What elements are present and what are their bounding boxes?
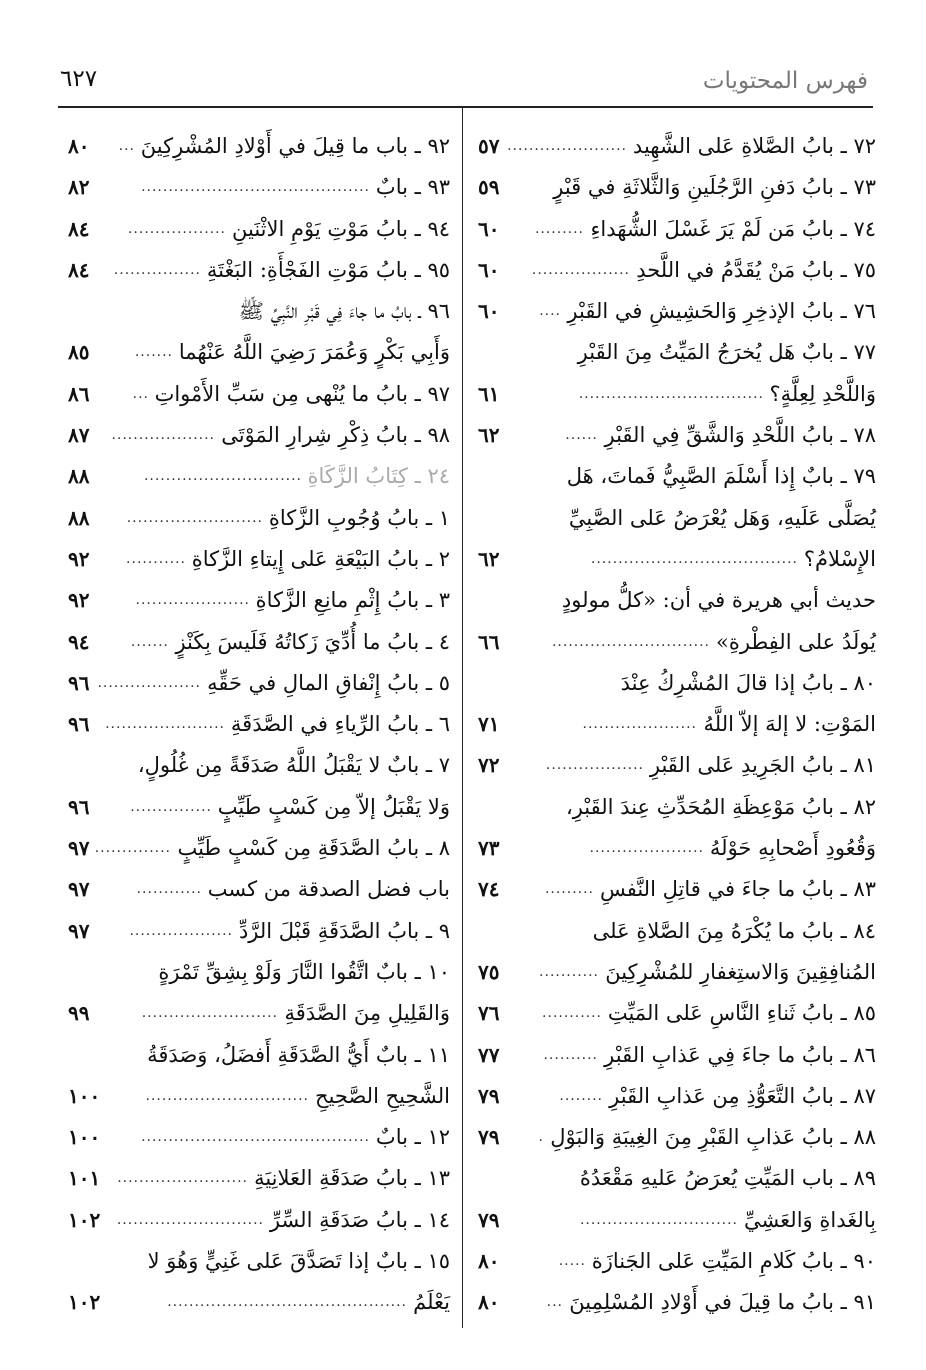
index-entry: [68, 332, 450, 373]
entry-title: ٩٤ ـ بابُ مَوْتِ يَوْمِ الاثْنَينِ: [232, 216, 450, 241]
entry-title: ٢ ـ بابُ البَيْعَةِ عَلى إِيتاءِ الزَّكاةِ: [191, 546, 450, 571]
entry-page-number: ١٠١: [68, 1166, 101, 1191]
entry-title: ٨٠ ـ بابُ إذا قالَ المُشْرِكُ عِنْدَ: [620, 670, 876, 695]
index-entry: [478, 1241, 876, 1282]
entry-leader: ............................................: [167, 1294, 407, 1311]
entry-page-number: ٥٧: [478, 134, 500, 158]
page-header: [50, 62, 876, 102]
entry-leader: .........: [534, 220, 584, 237]
index-entry: [68, 869, 450, 910]
entry-leader: ...........................: [116, 1211, 264, 1228]
entry-title: ٩ ـ بابُ الصَّدَقَةِ قَبْلَ الرَّدِّ: [238, 918, 450, 943]
entry-page-number: ٦٢: [478, 546, 500, 571]
index-entry: [68, 250, 450, 291]
index-entry: [478, 911, 876, 952]
index-entry: [68, 415, 450, 456]
entry-title: يَعْلَمُ: [413, 1290, 450, 1315]
entry-page-number: ٧٤: [478, 877, 500, 902]
index-entry: [478, 456, 876, 497]
entry-leader: .....................: [589, 840, 704, 857]
entry-page-number: ٨٠: [68, 134, 90, 158]
entry-leader: ...: [132, 385, 149, 402]
entry-page-number: ٩٧: [68, 877, 90, 902]
entry-title: ٧٣ ـ بابُ دَفنِ الرَّجُلَينِ وَالثَّلاثَةِ في قَبْرٍ: [553, 175, 876, 200]
entry-page-number: ٩٧: [68, 918, 90, 943]
entry-leader: ........................: [117, 1170, 248, 1187]
entry-leader: .......: [134, 344, 173, 361]
column-divider: [462, 106, 463, 1328]
entry-page-number: ٨٦: [68, 381, 90, 406]
index-entry: [68, 993, 450, 1034]
entry-leader: .......: [130, 633, 169, 650]
entry-title: ٨٩ ـ باب المَيِّتِ يُعرَضُ عَليهِ مَقْعَدُهُ: [579, 1166, 876, 1191]
running-title: فهرس المحتويات: [702, 68, 868, 94]
entry-page-number: ٥٩: [478, 175, 500, 200]
index-entry: [478, 539, 876, 580]
entry-title: وَالقَلِيلِ مِنَ الصَّدَقَةِ: [284, 1001, 450, 1026]
entry-page-number: ٧٦: [478, 1001, 500, 1026]
entry-page-number: ٧٩: [478, 1083, 500, 1108]
index-entry: [68, 209, 450, 250]
entry-title: الإِسْلامُ؟: [803, 546, 876, 571]
entry-title: ٩٥ ـ بابُ مَوْتِ الفَجْأَةِ: البَغْتَةِ: [206, 257, 450, 282]
entry-page-number: ٧١: [478, 712, 500, 737]
entry-page-number: ٩٤: [68, 629, 90, 654]
entry-title: ١٢ ـ بابٌ: [375, 1125, 450, 1150]
entry-leader: ......................................: [590, 550, 798, 567]
index-entry: [478, 1200, 876, 1241]
entry-leader: .............................: [143, 468, 302, 485]
entry-title: ٨٢ ـ بابُ مَوْعِظَةِ المُحَدِّثِ عِندَ القَبْرِ،: [565, 794, 876, 819]
entry-page-number: ٧٥: [478, 959, 500, 984]
entry-leader: .............................: [551, 633, 710, 650]
entry-title: ٤ ـ بابُ ما أُدِّيَ زَكاتُهُ فَلَيسَ بِكَنْزٍ: [175, 629, 450, 654]
entry-title: ٩٣ ـ بابٌ: [375, 175, 450, 200]
entry-leader: ..................................: [578, 385, 764, 402]
entry-title: حديث أبي هريرة في أن: «كلُّ مولودٍ: [561, 588, 876, 613]
entry-page-number: ٧٩: [478, 1125, 500, 1150]
entry-page-number: ١٠٢: [68, 1207, 101, 1232]
entry-page-number: ٦١: [478, 381, 500, 406]
index-entry: [68, 374, 450, 415]
entry-page-number: ٩٦: [68, 712, 90, 737]
right-column: [478, 126, 876, 1324]
index-entry: [68, 704, 450, 745]
entry-title: وَقُعُودِ أَصْحابِهِ حَوْلَهُ: [709, 836, 876, 861]
entry-title: ٨٤ ـ بابُ ما يُكْرَهُ مِنَ الصَّلاةِ عَلى: [592, 918, 876, 943]
index-entry: [478, 1282, 876, 1323]
index-entry: [68, 952, 450, 993]
entry-title: ٨٣ ـ بابُ ما جاءَ في قاتِلِ النَّفسِ: [599, 877, 876, 902]
index-entry: [68, 828, 450, 869]
index-entry: [478, 250, 876, 291]
index-entry: [478, 1158, 876, 1199]
index-entry: [478, 415, 876, 456]
entry-title: ٩٦ ـ بابُ ما جاءَ فِي قَبْرِ النَّبِيِّ ﷺ: [238, 299, 450, 324]
entry-title: ٨٥ ـ بابُ ثَناءِ النَّاسِ عَلى المَيِّتِ: [607, 1001, 876, 1026]
entry-page-number: ٦٦: [478, 629, 500, 654]
entry-page-number: ٨٥: [68, 340, 90, 365]
entry-leader: .....................: [582, 716, 697, 733]
entry-title: ٧٢ ـ بابُ الصَّلاةِ عَلى الشَّهِيد: [632, 134, 876, 158]
entry-title: ٨١ ـ بابُ الجَرِيدِ عَلى القَبْرِ: [649, 753, 876, 778]
index-entry: [68, 1158, 450, 1199]
index-entry: [478, 291, 876, 332]
entry-title: ٣ ـ بابُ إِثْمِ مانِعِ الزَّكاةِ: [255, 588, 450, 613]
entry-title: يُصَلَّى عَلَيهِ، وَهَل يُعْرَضُ عَلى الصَّبِيِّ: [568, 505, 876, 530]
entry-title: وَلا يَقْبَلُ إلاّ مِن كَسْبٍ طَيِّبٍ: [217, 794, 450, 819]
entry-page-number: ٧٣: [478, 836, 500, 861]
header-rule: [58, 106, 873, 108]
index-entry: [68, 622, 450, 663]
entry-page-number: ٧٢: [478, 753, 500, 778]
entry-title: ٨٧ ـ بابُ التَّعَوُّذِ مِن عَذابِ القَبْرِ: [609, 1083, 876, 1108]
entry-page-number: ٨٠: [478, 1249, 500, 1274]
entry-leader: ...................: [97, 674, 201, 691]
entry-page-number: ٨٢: [68, 175, 90, 200]
entry-leader: .....................: [135, 592, 250, 609]
entry-leader: .............................: [579, 1211, 738, 1228]
index-entry: [68, 539, 450, 580]
entry-leader: ................: [113, 261, 201, 278]
entry-title: ١٤ ـ بابُ صَدَقَةِ السِّرِّ: [269, 1207, 450, 1232]
entry-page-number: ٦٠: [478, 216, 500, 241]
entry-leader: ...: [118, 138, 135, 154]
entry-page-number: ٨٤: [68, 216, 90, 241]
entry-page-number: ١٠٢: [68, 1290, 101, 1315]
entry-page-number: ١٠٠: [68, 1125, 101, 1150]
entry-page-number: ٩٦: [68, 794, 90, 819]
entry-title: ٢٤ ـ كِتَابُ الزَّكَاةِ: [307, 464, 450, 489]
entry-title: ٨٦ ـ بابُ ما جاءَ فِي عَذابِ القَبْرِ: [604, 1042, 876, 1067]
entry-title: ٩٧ ـ بابُ ما يُنْهى مِن سَبِّ الأَمْواتِ: [154, 381, 450, 406]
entry-title: ٧ ـ بابٌ لا يَقْبَلُ اللَّهُ صَدَقَةً مِن غُلُولٍ،: [137, 753, 450, 778]
entry-leader: ..........................................: [141, 1129, 370, 1146]
left-column: [68, 126, 450, 1324]
entry-title: باب فضل الصدقة من كسب: [207, 877, 450, 902]
entry-leader: ......: [565, 427, 598, 444]
entry-page-number: ٨٠: [478, 1290, 500, 1315]
entry-title: ١١ ـ بابٌ أَيُّ الصَّدَقَةِ أَفضَلُ، وَصَدَقَةُ: [147, 1042, 450, 1067]
index-entry: [478, 374, 876, 415]
entry-leader: .....: [558, 1253, 586, 1270]
index-entry: [478, 869, 876, 910]
index-entry: [478, 498, 876, 539]
page-number: ٦٢٧: [60, 66, 98, 92]
index-entry: [478, 745, 876, 786]
entry-page-number: ٨٤: [68, 257, 90, 282]
entry-leader: ......................: [507, 138, 627, 154]
entry-leader: ............: [136, 881, 202, 898]
index-entry: [68, 291, 450, 332]
index-entry: [68, 1035, 450, 1076]
entry-title: ٧٤ ـ بابُ مَن لَمْ يَرَ غَسْلَ الشُّهَداءِ: [590, 216, 876, 241]
entry-page-number: ٩٢: [68, 546, 90, 571]
entry-title: بِالغَداةِ وَالعَشِيِّ: [743, 1207, 876, 1232]
entry-leader: ..................: [127, 220, 226, 237]
entry-title: الشَّحِيحِ الصَّحِيحِ: [315, 1083, 450, 1108]
entry-title: ١٣ ـ بابُ صَدَقَةِ العَلانِيَةِ: [254, 1166, 450, 1191]
entry-leader: ......................: [105, 716, 225, 733]
index-entry: [478, 126, 876, 167]
entry-page-number: ٦٠: [478, 257, 500, 282]
entry-title: ١ ـ بابُ وُجُوبِ الزَّكاةِ: [268, 505, 450, 530]
entry-page-number: ١٠٠: [68, 1083, 101, 1108]
entry-leader: ....: [539, 303, 561, 320]
index-entry: [478, 704, 876, 745]
entry-leader: ...................: [111, 427, 215, 444]
index-entry: [478, 1035, 876, 1076]
index-entry: [478, 993, 876, 1034]
entry-leader: ...: [546, 1294, 563, 1311]
index-entry: [478, 663, 876, 704]
entry-leader: ...........: [539, 963, 599, 980]
index-entry: [478, 622, 876, 663]
entry-title: ٦ ـ بابُ الرِّياءِ في الصَّدَقَةِ: [230, 712, 450, 737]
entry-title: ١٠ ـ بابٌ اتَّقُوا النَّارَ وَلَوْ بِشِقِّ تَمْرَةٍ: [158, 959, 450, 984]
entry-page-number: ٩٢: [68, 588, 90, 613]
entry-leader: .: [538, 1129, 544, 1146]
entry-page-number: ٨٧: [68, 423, 90, 448]
entry-title: وَأَبِي بَكْرٍ وَعُمَرَ رَضِيَ اللَّهُ عَنْهُما: [178, 340, 450, 365]
index-entry: [68, 1200, 450, 1241]
entry-leader: ........: [559, 1087, 603, 1104]
index-entry: [478, 332, 876, 373]
entry-title: ٩٢ ـ باب ما قِيلَ في أَوْلادِ المُشْرِكِينَ: [140, 134, 450, 158]
entry-title: ٨ ـ بابُ الصَّدَقَةِ مِن كَسْبٍ طَيِّبٍ: [177, 836, 450, 861]
entry-page-number: ٦٠: [478, 299, 500, 324]
index-entry: [478, 1117, 876, 1158]
index-entry: [478, 787, 876, 828]
entry-page-number: ٩٩: [68, 1001, 90, 1026]
entry-page-number: ٧٩: [478, 1207, 500, 1232]
entry-title: ٩٨ ـ بابُ ذِكْرِ شِرارِ المَوْتَى: [221, 423, 450, 448]
entry-title: ٧٧ ـ بابٌ هَل يُخرَجُ المَيِّتُ مِنَ القَبْرِ: [577, 340, 876, 365]
entry-title: ٧٥ ـ بابُ مَنْ يُقَدَّمُ في اللَّحدِ: [636, 257, 876, 282]
index-entry: [68, 1076, 450, 1117]
index-entry: [68, 580, 450, 621]
entry-leader: ...........: [126, 550, 186, 567]
index-entry: [478, 952, 876, 993]
entry-leader: ..................: [545, 757, 644, 774]
entry-leader: ..............: [94, 840, 171, 857]
index-entry: [68, 787, 450, 828]
index-entry: [68, 167, 450, 208]
index-entry: [68, 126, 450, 167]
index-entry: [478, 167, 876, 208]
entry-title: وَاللَّحْدِ لِعِلَّةٍ؟: [769, 381, 876, 406]
entry-leader: .........: [544, 881, 594, 898]
entry-leader: ...................: [129, 922, 233, 939]
entry-leader: ...........: [542, 1005, 602, 1022]
entry-leader: ..............................: [145, 1087, 309, 1104]
entry-leader: ...............: [130, 798, 212, 815]
entry-title: ٧٩ ـ بابٌ إِذا أَسْلَمَ الصَّبِيُّ فَماتَ، هَل: [566, 464, 876, 489]
index-entry: [478, 580, 876, 621]
index-entry: [68, 498, 450, 539]
entry-title: المُنافِقِينَ وَالاستِغفارِ للمُشْرِكِينَ: [605, 959, 876, 984]
entry-leader: ..................: [531, 261, 630, 278]
entry-title: ١٥ ـ بابٌ إذا تَصَدَّقَ عَلى غَنِيٍّ وَهُوَ لا: [147, 1249, 450, 1274]
entry-title: ٥ ـ بابُ إِنْفاقِ المالِ في حَقِّهِ: [207, 670, 450, 695]
index-entry: [68, 911, 450, 952]
entry-title: ٧٨ ـ بابُ اللَّحْدِ وَالشَّقِّ فِي القَبْرِ: [604, 423, 876, 448]
entry-title: ٩٠ ـ بابُ كَلامِ المَيِّتِ عَلى الجَنازَة: [591, 1249, 876, 1274]
index-entry: [68, 1282, 450, 1323]
entry-page-number: ٩٦: [68, 670, 90, 695]
entry-title: يُولَدُ على الفِطْرةِ»: [716, 629, 876, 654]
index-entry: [68, 1117, 450, 1158]
index-entry: [68, 663, 450, 704]
entry-title: ٧٦ ـ بابُ الإذخِرِ وَالحَشِيشِ في القَبْرِ: [567, 299, 876, 324]
entry-page-number: ٨٨: [68, 505, 90, 530]
index-entry: [478, 209, 876, 250]
index-entry: [68, 745, 450, 786]
index-entry: [68, 456, 450, 497]
entry-page-number: ٩٧: [68, 836, 90, 861]
entry-leader: ..........: [543, 1046, 598, 1063]
entry-leader: .........................: [141, 1005, 278, 1022]
entry-leader: ..........................................: [141, 179, 370, 196]
entry-page-number: ٨٨: [68, 464, 90, 489]
entry-page-number: ٧٧: [478, 1042, 500, 1067]
entry-title: ٨٨ ـ بابُ عَذابِ القَبْرِ مِنَ الغِيبَةِ وَالبَوْلِ: [550, 1125, 876, 1150]
entry-title: المَوْتِ: لا إلهَ إلاّ اللَّهُ: [703, 712, 876, 737]
index-entry: [478, 1076, 876, 1117]
entry-title: ٩١ ـ بابُ ما قِيلَ في أَوْلادِ المُسْلِمِينَ: [569, 1290, 876, 1315]
entry-page-number: ٦٢: [478, 423, 500, 448]
index-entry: [478, 828, 876, 869]
index-entry: [68, 1241, 450, 1282]
entry-leader: .........................: [126, 509, 263, 526]
